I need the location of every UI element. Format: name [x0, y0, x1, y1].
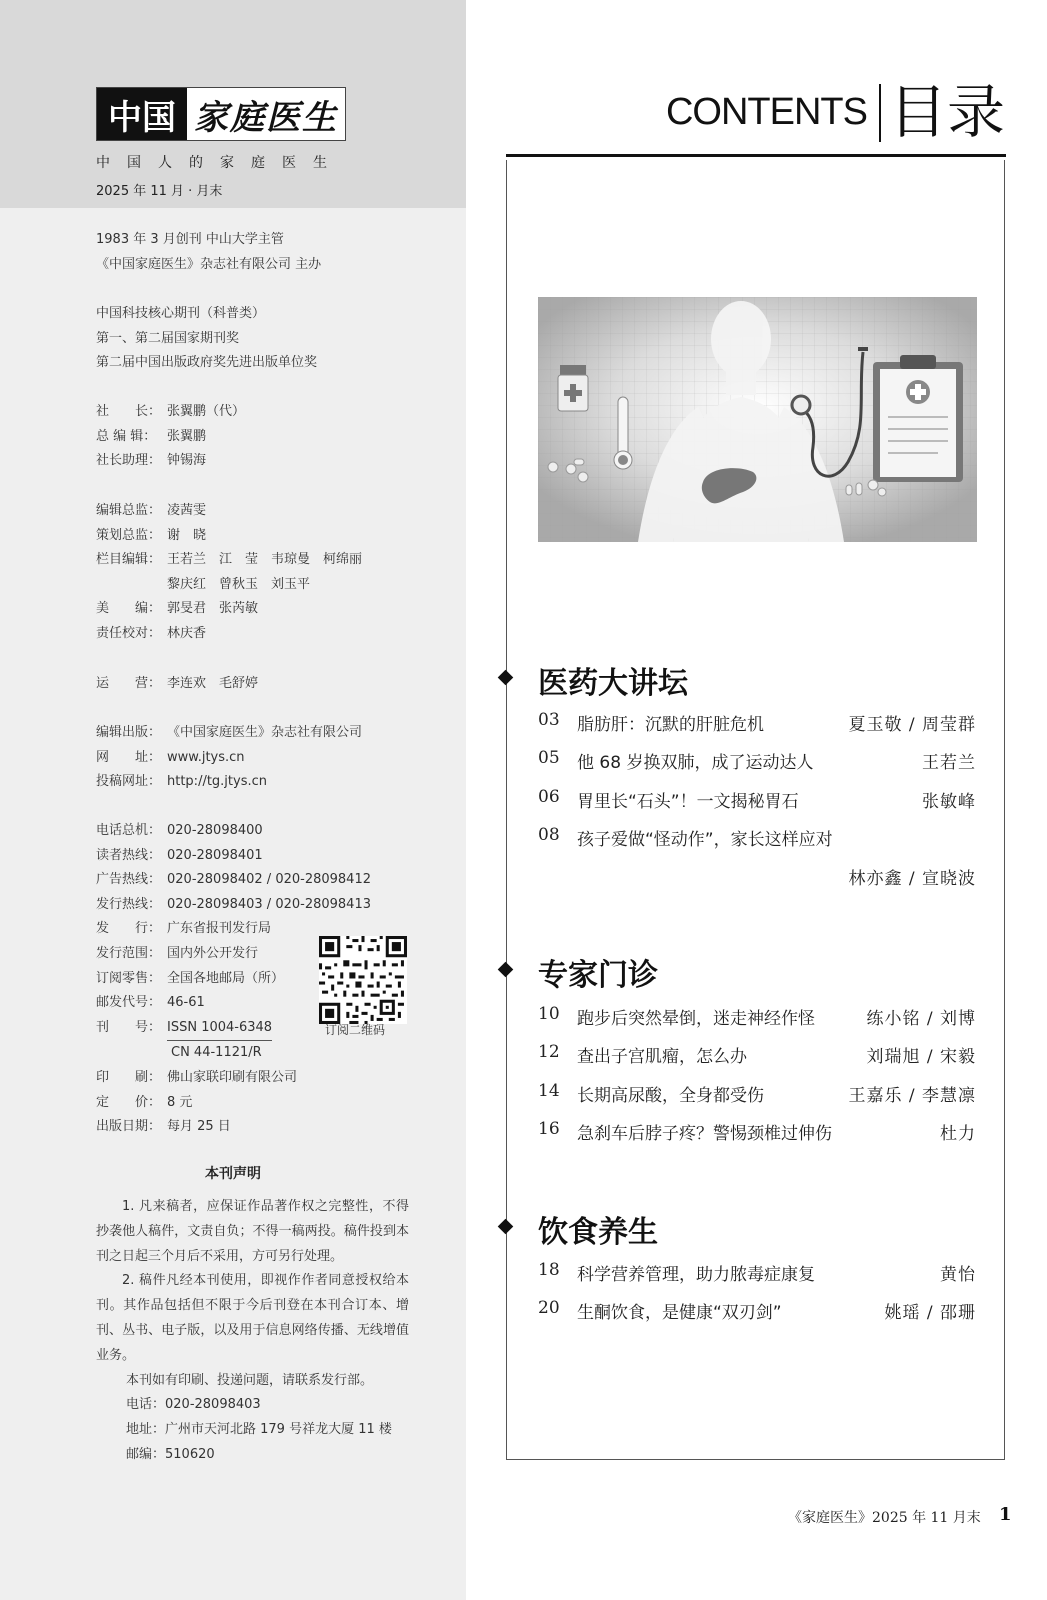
info-value: 张翼鹏 [167, 428, 207, 444]
toc-page-number: 12 [538, 1042, 560, 1062]
info-label: 美 编： [96, 601, 162, 617]
info-value: 020-28098403 / 020-28098413 [167, 896, 371, 912]
info-label: 社 长： [96, 404, 162, 419]
info-value: 凌茜雯 [167, 503, 207, 518]
medicine-bottle-icon [558, 365, 588, 411]
award-line: 第二届中国出版政府奖先进出版单位奖 [96, 355, 318, 371]
toc-page-number: 05 [538, 748, 560, 768]
info-row [96, 622, 362, 647]
info-row [96, 819, 371, 844]
info-value: 020-28098400 [167, 823, 263, 838]
publisher-info [96, 721, 362, 795]
toc-entry[interactable] [538, 1042, 976, 1072]
info-label: 策划总监： [96, 527, 162, 543]
toc-article-title: 他 68 岁换双肺，成了运动达人 [577, 753, 814, 773]
info-row [96, 425, 245, 450]
toc-article-title: 跑步后突然晕倒，迷走神经作怪 [577, 1009, 815, 1029]
title-divider [879, 84, 881, 142]
info-value: 林庆香 [167, 625, 207, 641]
info-row [96, 672, 258, 697]
info-row [96, 721, 362, 746]
info-value: 46-61 [167, 995, 205, 1011]
toc-author: 练小铭 / 刘博 [866, 1009, 976, 1029]
notice-contact-line: 本刊如有印刷、投递问题，请联系发行部。 [126, 1372, 374, 1388]
magazine-logo [96, 87, 346, 141]
section-title: 专家门诊 [538, 958, 658, 993]
toc-entry[interactable] [538, 1119, 976, 1149]
info-value: 020-28098402 / 020-28098412 [167, 872, 371, 888]
info-row [96, 1066, 371, 1091]
notice-contact-line: 电话：020-28098403 [126, 1397, 261, 1413]
award-line: 第一、第二届国家期刊奖 [96, 330, 240, 346]
toc-entry[interactable] [538, 1260, 976, 1290]
toc-article-title: 胃里长“石头”！一文揭秘胃石 [577, 792, 799, 812]
info-value: 谢 晓 [167, 527, 207, 543]
qr-code-label: 订阅二维码 [325, 1023, 386, 1037]
info-value: 国内外公开发行 [167, 945, 259, 961]
toc-page-number: 08 [538, 825, 560, 845]
toc-author: 张敏峰 [922, 792, 976, 812]
toc-author: 刘瑞旭 / 宋毅 [866, 1047, 976, 1067]
info-label: 社长助理： [96, 453, 162, 469]
info-row [96, 548, 362, 573]
page-number: 1 [999, 1504, 1012, 1525]
notice-body [96, 1195, 409, 1468]
toc-author: 王若兰 [922, 753, 976, 773]
toc-article-title: 急刹车后脖子疼？警惕颈椎过伸伤 [577, 1124, 832, 1144]
info-label: 责任校对： [96, 625, 162, 641]
info-label: 发 行： [96, 921, 162, 937]
info-label [96, 573, 167, 598]
toc-entry[interactable] [538, 1004, 976, 1034]
info-label: 印 刷： [96, 1069, 162, 1085]
info-label: 邮发代号： [96, 995, 162, 1011]
info-label: 编辑总监： [96, 503, 162, 518]
notice-contact-line: 邮编：510620 [126, 1446, 215, 1462]
qr-code-icon[interactable] [319, 936, 407, 1024]
contents-header [665, 78, 1005, 146]
info-value: 李连欢 毛舒婷 [167, 676, 259, 691]
toc-article-title: 孩子爱做“怪动作”，家长这样应对 [577, 830, 833, 850]
toc-article-title: 长期高尿酸，全身都受伤 [577, 1086, 764, 1106]
founding-info [96, 228, 321, 277]
info-value: 8 元 [167, 1094, 193, 1110]
info-value: 广东省报刊发行局 [167, 921, 272, 937]
toc-page-number: 18 [538, 1260, 560, 1280]
tagline: 中国人的家庭医生 [96, 155, 344, 171]
info-row [96, 893, 371, 918]
info-value: 佛山家联印刷有限公司 [167, 1069, 298, 1085]
toc-page-number: 14 [538, 1081, 560, 1101]
info-row [96, 844, 371, 869]
info-label: 读者热线： [96, 847, 162, 863]
info-label: 广告热线： [96, 872, 162, 888]
info-label [96, 1041, 167, 1066]
notice-paragraph: 1. 凡来稿者，应保证作品著作权之完整性，不得抄袭他人稿件，文责自负；不得一稿两投。稿件投到本刊之日起三个月后不采用，方可另行处理。 [96, 1199, 409, 1264]
cn-value: CN 44-1121/R [171, 1045, 262, 1061]
info-value: 钟锡海 [167, 453, 207, 469]
toc-author: 夏玉敬 / 周莹群 [848, 715, 976, 735]
toc-page-number: 16 [538, 1119, 560, 1139]
section-title: 医药大讲坛 [538, 666, 688, 701]
toc-article-title: 生酮饮食，是健康“双刃剑” [577, 1303, 782, 1323]
info-label: 编辑出版： [96, 725, 162, 740]
toc-article-title: 脂肪肝：沉默的肝脏危机 [577, 715, 764, 735]
info-row [96, 868, 371, 893]
toc-page-number: 06 [538, 787, 560, 807]
toc-author: 姚瑶 / 邵珊 [884, 1303, 976, 1323]
info-row [96, 573, 362, 598]
info-value: 郭旻君 张芮敏 [167, 601, 259, 617]
toc-entry[interactable] [538, 787, 976, 817]
toc-article-title: 查出子宫肌瘤，怎么办 [577, 1047, 747, 1067]
founding-line: 《中国家庭医生》杂志社有限公司 主办 [96, 256, 322, 272]
footer-issue: 《家庭医生》2025 年 11 月末 [788, 1510, 981, 1526]
info-value: 王若兰 江 莹 韦琼曼 柯绵丽 [167, 552, 363, 568]
website-link[interactable]: www.jtys.cn [167, 749, 245, 765]
info-label: 出版日期： [96, 1119, 162, 1135]
info-row [96, 1115, 371, 1140]
notice-contact-line: 地址：广州市天河北路 179 号祥龙大厦 11 楼 [126, 1422, 392, 1438]
info-label: 定 价： [96, 1094, 162, 1110]
submission-link[interactable]: http://tg.jtys.cn [167, 774, 268, 790]
operations-info [96, 672, 258, 697]
info-value: 《中国家庭医生》杂志社有限公司 [167, 725, 363, 740]
info-label: 电话总机： [96, 823, 162, 838]
info-value: 020-28098401 [167, 847, 263, 863]
info-label: 网 址： [96, 749, 162, 765]
info-label: 投稿网址： [96, 774, 162, 790]
info-label: 运 营： [96, 676, 162, 691]
toc-author: 黄怡 [940, 1265, 976, 1285]
info-label: 发行热线： [96, 896, 162, 912]
toc-author: 杜力 [940, 1124, 976, 1144]
toc-entry[interactable] [538, 1081, 976, 1111]
toc-entry[interactable] [538, 748, 976, 778]
info-row [96, 770, 362, 795]
toc-entry[interactable] [538, 825, 976, 855]
info-row [96, 449, 245, 474]
contents-title-cn: 目录 [888, 78, 1005, 146]
info-label: 发行范围： [96, 945, 162, 961]
award-line: 中国科技核心期刊（科普类） [96, 306, 266, 321]
clipboard-icon [873, 355, 963, 482]
toc-page-number: 03 [538, 710, 560, 730]
toc-entry[interactable] [538, 710, 976, 740]
logo-left-text: 中国 [97, 88, 187, 140]
info-row [96, 1091, 371, 1116]
info-row [96, 499, 362, 524]
info-row [96, 524, 362, 549]
issn-value: ISSN 1004-6348 [167, 1016, 272, 1042]
awards-info [96, 302, 317, 376]
info-value: 黎庆红 曾秋玉 刘玉平 [167, 576, 311, 592]
info-row [96, 1041, 371, 1066]
founding-line: 1983 年 3 月创刊 中山大学主管 [96, 232, 284, 247]
info-value: 全国各地邮局（所） [167, 970, 285, 986]
toc-page-number: 20 [538, 1298, 560, 1318]
info-label: 刊 号： [96, 1019, 162, 1035]
contents-title-en: CONTENTS [665, 91, 867, 133]
logo-right-text: 家庭医生 [194, 97, 338, 138]
info-row [96, 746, 362, 771]
toc-entry[interactable] [538, 1298, 976, 1328]
notice-paragraph: 2. 稿件凡经本刊使用，即视作作者同意授权给本刊。其作品包括但不限于今后刊登在本刊合订本、增刊、丛书、电子版，以及用于信息网络传播、无线增值业务。 [96, 1273, 409, 1363]
editors-info [96, 499, 362, 647]
info-value: 张翼鹏（代） [167, 404, 246, 419]
section-title: 饮食养生 [538, 1215, 658, 1250]
issue-date: 2025 年 11 月 · 月末 [96, 184, 223, 199]
info-value: 每月 25 日 [167, 1119, 231, 1135]
toc-article-title: 科学营养管理，助力脓毒症康复 [577, 1265, 815, 1285]
info-row [96, 400, 245, 425]
info-label: 栏目编辑： [96, 552, 162, 568]
health-illustration [538, 297, 977, 542]
info-label: 总 编 辑： [96, 428, 157, 444]
toc-author: 林亦鑫 / 宣晓波 [848, 869, 976, 889]
info-row [96, 597, 362, 622]
toc-page-number: 10 [538, 1004, 560, 1024]
notice-title: 本刊声明 [205, 1166, 261, 1182]
toc-entry-continuation[interactable] [538, 864, 976, 894]
header-rule [506, 154, 1006, 157]
info-label: 订阅零售： [96, 970, 162, 986]
staff-info [96, 400, 245, 474]
toc-author: 王嘉乐 / 李慧凛 [848, 1086, 976, 1106]
masthead-column [0, 0, 466, 1600]
